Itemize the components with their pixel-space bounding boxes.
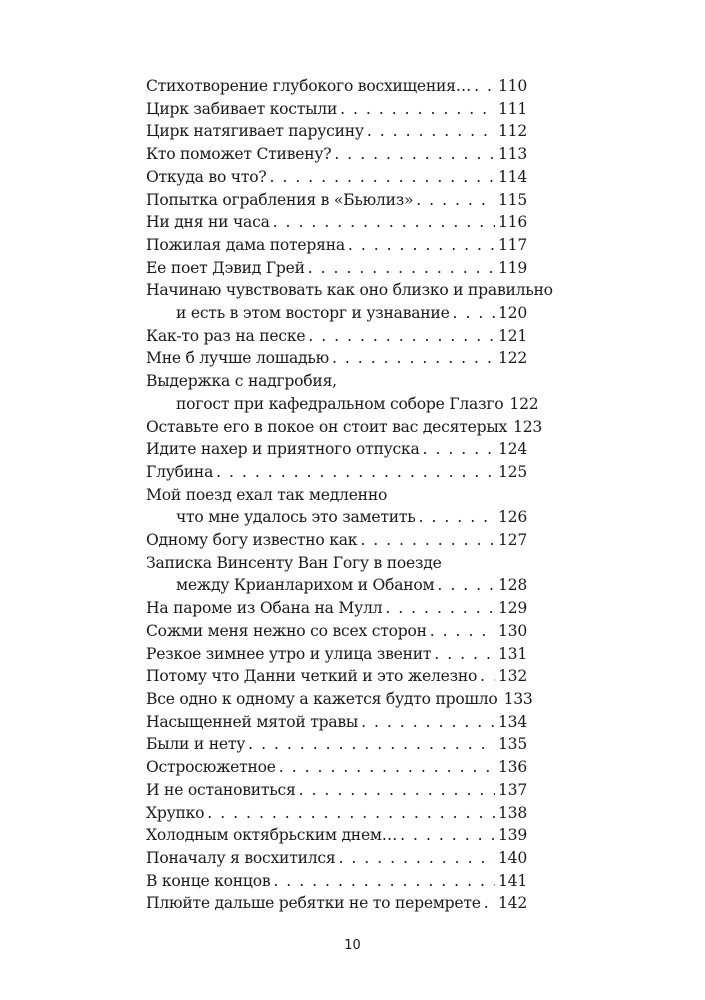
toc-entry-page: 139 [497,826,527,845]
toc-entry [146,166,527,189]
toc-entry-page: 125 [497,462,527,481]
toc-entry-title: Пожилая дама потеряна [146,235,345,254]
toc-entry-title: Хрупко [146,803,205,822]
toc-entry-page: 121 [497,326,527,345]
toc-entry-page: 136 [497,758,527,777]
toc-entry [146,461,527,484]
toc-entry-page: 141 [497,871,527,890]
dot-leader [453,302,495,325]
toc-entry-title-line: Мой поезд ехал так медленно [146,485,388,504]
toc-entry-title-line: Записка Винсенту Ван Гогу в поезде [146,553,442,572]
toc-entry-row [146,824,527,847]
toc-entry-title: Как-то раз на песке [146,326,306,345]
toc-entry-page: 113 [497,145,527,164]
toc-entry [146,416,543,439]
toc-entry-row [146,529,527,552]
toc-entry-row [146,597,527,620]
toc-entry [146,211,527,234]
toc-entry-title: Потому что Данни четкий и это железно [146,667,478,686]
toc-entry-page: 138 [497,803,527,822]
toc-entry-title: Все одно к одному а кажется будто прошло [146,689,498,708]
toc-entry [146,847,527,870]
toc-entry-title: Ее поет Дэвид Грей [146,258,305,277]
toc-entry [146,892,527,915]
toc-entry-row [146,802,527,825]
toc-entry [146,438,527,461]
toc-entry-row [146,756,527,779]
toc-entry-row [146,120,527,143]
dot-leader [480,665,495,688]
toc-entry-title: И не остановиться [146,780,296,799]
toc-entry-page: 122 [509,394,539,413]
toc-entry-title: Резкое зимнее утро и улица звенит [146,644,432,663]
toc-entry-row [146,302,527,325]
toc-entry-row [146,189,527,212]
toc-entry [146,347,527,370]
dot-leader [270,166,495,189]
toc-entry [146,802,527,825]
toc-entry-title: Были и нету [146,735,246,754]
toc-entry-page: 110 [497,77,527,95]
toc-entry [146,257,527,280]
toc-entry [146,597,527,620]
toc-entry-title: Попытка ограбления в «Бьюлиз» [146,190,414,209]
dot-leader [361,711,495,734]
toc-entry-row [146,847,527,870]
toc-entry-page: 142 [497,894,527,913]
dot-leader [360,529,495,552]
toc-entry-page: 119 [497,258,527,277]
toc-entry-page: 129 [497,599,527,618]
toc-entry-title: Насыщенней мятой травы [146,712,359,731]
toc-entry-title: Поначалу я восхитился [146,848,336,867]
dot-leader [434,643,495,666]
toc-entry-title: и есть в этом восторг и узнавание [176,304,450,323]
dot-leader [367,120,495,143]
toc-entry-row [146,325,527,348]
toc-entry-row [146,461,527,484]
toc-entry-row [146,620,527,643]
dot-leader [308,325,495,348]
toc-entry-row [146,257,527,280]
toc-entry [146,120,527,143]
dot-leader [308,257,495,280]
toc-entry-row [146,506,527,529]
dot-leader [332,347,495,370]
toc-entry-title: Идите нахер и приятного отпуска [146,440,420,459]
dot-leader [385,597,495,620]
dot-leader [419,506,495,529]
toc-entry-title: В конце концов [146,871,271,890]
toc-entry [146,143,527,166]
toc-entry-page: 128 [497,576,527,595]
toc-entry-title-line: Выдержка с надгробия, [146,372,337,391]
toc-entry-title: Плюйте дальше ребятки не то перемрете [146,894,481,913]
toc-entry-title: Ни дня ни часа [146,213,270,232]
toc-entry-page: 117 [497,235,527,254]
toc-entry-title: Стихотворение глубокого восхищения… [146,77,472,95]
toc-entry-title: Одному богу известно как [146,531,358,550]
toc-entry-page: 111 [497,99,527,118]
toc-entry [146,620,527,643]
toc-entry-row [146,234,527,257]
toc-entry [146,234,527,257]
toc-entry-page: 112 [497,122,527,141]
dot-leader [216,461,495,484]
toc-entry-row [146,892,527,915]
toc-entry-row [146,870,527,893]
dot-leader [430,620,495,643]
toc-entry-row [146,688,533,711]
toc-entry [146,733,527,756]
page-number: 10 [344,938,361,953]
dot-leader [279,756,495,779]
toc-entry-title: Глубина [146,462,214,481]
toc-entry [146,643,527,666]
toc-entry [146,711,527,734]
toc-entry-page: 134 [497,712,527,731]
toc-entry-page: 122 [497,349,527,368]
toc-entry-row [146,438,527,461]
toc-entry [146,870,527,893]
toc-entry-title: Оставьте его в покое он стоит вас десятерых [146,417,508,436]
dot-leader [299,779,495,802]
toc-entry-row [146,98,527,121]
toc-entry-page: 140 [497,848,527,867]
toc-entry-row [146,643,527,666]
dot-leader [416,189,495,212]
toc-entry-page: 132 [497,667,527,686]
dot-leader [437,574,495,597]
toc-entry-title: Кто поможет Стивену? [146,145,332,164]
toc-entry-row [146,393,539,416]
dot-leader [423,438,495,461]
toc-entry-row [146,211,527,234]
toc-entry-row [146,347,527,370]
toc-entry-page: 130 [497,621,527,640]
toc-entry [146,189,527,212]
toc-entry-title: Сожми меня нежно со всех сторон [146,621,427,640]
toc-entry-title: На пароме из Обана на Мулл [146,599,383,618]
toc-entry-page: 135 [497,735,527,754]
dot-leader [338,847,495,870]
dot-leader [340,98,495,121]
toc-entry [146,279,553,324]
toc-entry [146,665,527,688]
toc-entry-title: погост при кафедральном соборе Глазго [176,394,504,413]
toc-entry-title-line: Начинаю чувствовать как оно близко и правильно [146,281,553,300]
toc-entry-page: 115 [497,190,527,209]
dot-leader [273,211,495,234]
dot-leader [484,892,495,915]
toc-entry [146,75,527,98]
toc-entry [146,756,527,779]
toc-entry [146,529,527,552]
toc-entry-title: Остросюжетное [146,758,276,777]
toc-entry-page: 120 [497,304,527,323]
toc-entry-row [146,574,527,597]
toc-entry-page: 124 [497,440,527,459]
toc-entry-page: 127 [497,531,527,550]
toc-entry-page: 114 [497,167,527,186]
toc-entry-page: 116 [497,213,527,232]
table-of-contents [146,75,553,915]
dot-leader [334,143,495,166]
toc-entry-page: 126 [497,508,527,527]
toc-entry-title: между Крианларихом и Обаном [176,576,435,595]
toc-entry-title: Цирк натягивает парусину [146,122,364,141]
toc-entry [146,688,533,711]
toc-entry [146,484,527,529]
toc-entry-title: Холодным октябрьским днем… [146,826,398,845]
dot-leader [207,802,495,825]
toc-entry-page: 131 [497,644,527,663]
toc-entry-title: что мне удалось это заметить [176,508,416,527]
toc-entry-page: 123 [513,417,543,436]
toc-entry [146,370,539,415]
toc-entry-row [146,779,527,802]
dot-leader [474,75,495,98]
toc-entry-title: Откуда во что? [146,167,267,186]
dot-leader [248,733,495,756]
toc-entry-page: 137 [497,780,527,799]
toc-entry-title: Цирк забивает костыли [146,99,338,118]
toc-entry-title: Мне б лучше лошадью [146,349,329,368]
toc-entry [146,552,527,597]
toc-entry-row [146,416,543,439]
dot-leader [348,234,495,257]
toc-entry-row [146,143,527,166]
toc-entry-row [146,166,527,189]
toc-entry-row [146,75,527,98]
toc-entry-row [146,733,527,756]
toc-entry [146,779,527,802]
toc-entry-row [146,711,527,734]
dot-leader [273,870,495,893]
toc-entry [146,824,527,847]
dot-leader [400,824,495,847]
toc-entry [146,325,527,348]
toc-entry-page: 133 [503,689,533,708]
toc-entry-row [146,665,527,688]
toc-entry [146,98,527,121]
